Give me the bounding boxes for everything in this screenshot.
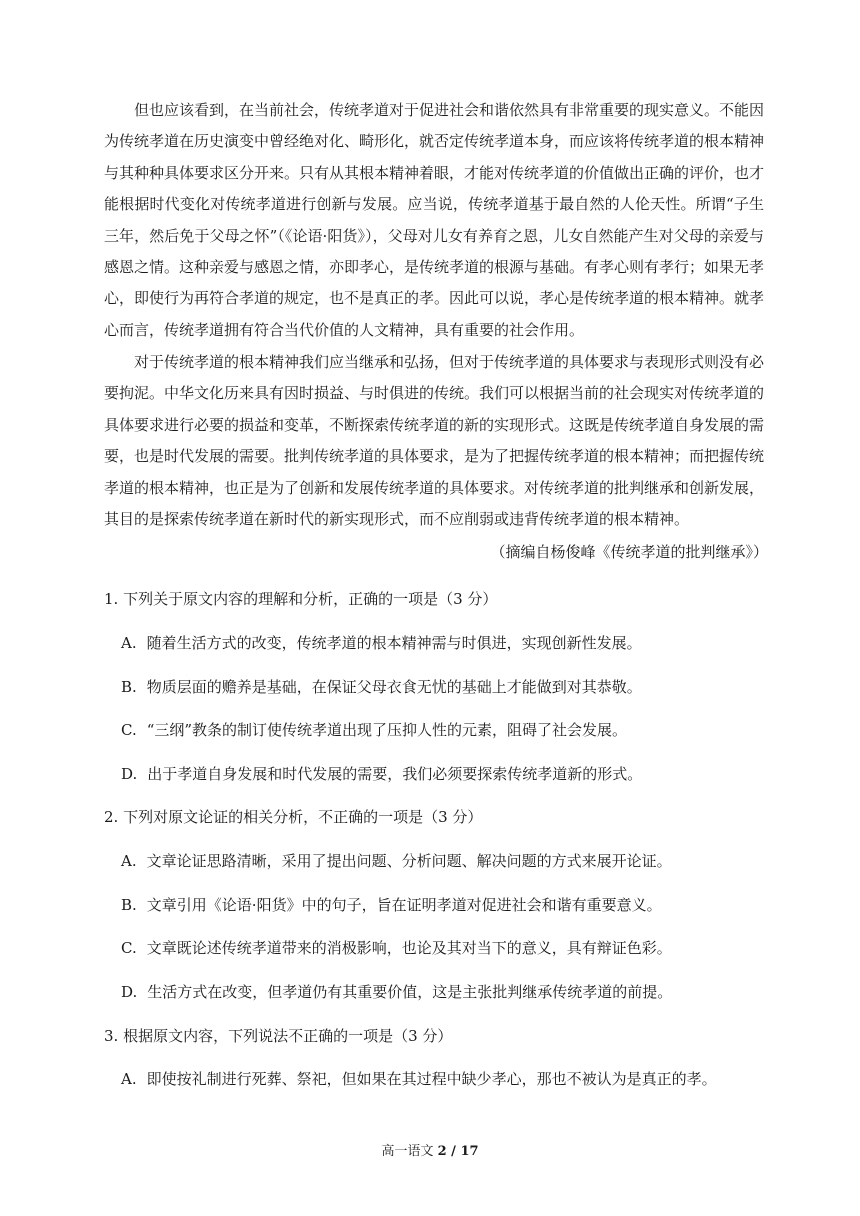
question-1-option-a: A. 随着生活方式的改变，传统孝道的根本精神需与时俱进，实现创新性发展。 (121, 634, 642, 652)
footer-subject: 高一语文 (381, 1144, 438, 1159)
passage-source: （摘编自杨俊峰《传统孝道的批判继承》） (490, 543, 768, 561)
passage-paragraph-1: 但也应该看到，在当前社会，传统孝道对于促进社会和谐依然具有非常重要的现实意义。不能因为传统孝道在历史演变中曾经绝对化、畸形化，就否定传统孝道本身，而应该将传统孝道的根本精神与其种种具体要求区分开来。只有从其根本精神着眼，才能对传统孝道的价值做出正确的评价，也才能根据时代变化对传统孝道进行创新与发展。应当说，传统孝道基于最自然的人伦天性。所谓“子生三年，然后免于父母之怀”（《论语·阳货》），父母对儿女有养育之恩，儿女自然能产生对父母的亲爱与感恩之情。这种亲爱与感恩之情，亦即孝心，是传统孝道的根源与基础。有孝心则有孝行；如果无孝心，即使行为再符合孝道的规定，也不是真正的孝。因此可以说，孝心是传统孝道的根本精神。就孝心而言，传统孝道拥有符合当代价值的人文精神，具有重要的社会作用。 (104, 101, 765, 339)
question-1-option-d: D. 出于孝道自身发展和时代发展的需要，我们必须要探索传统孝道新的形式。 (121, 765, 643, 783)
question-1-option-c: C. “三纲”教条的制订使传统孝道出现了压抑人性的元素，阻碍了社会发展。 (121, 721, 628, 739)
question-2-stem: 2. 下列对原文论证的相关分析，不正确的一项是（3 分） (104, 808, 483, 826)
question-2-option-b: B. 文章引用《论语·阳货》中的句子，旨在证明孝道对促进社会和谐有重要意义。 (121, 896, 662, 914)
page-footer (0, 1140, 860, 1159)
question-2-option-c: C. 文章既论述传统孝道带来的消极影响，也论及其对当下的意义，具有辩证色彩。 (121, 939, 672, 957)
footer-page-number: 2 / 17 (437, 1144, 479, 1159)
question-3-stem: 3. 根据原文内容，下列说法不正确的一项是（3 分） (104, 1027, 453, 1045)
question-3-option-a: A. 即使按礼制进行死葬、祭祀，但如果在其过程中缺少孝心，那也不被认为是真正的孝。 (121, 1070, 717, 1088)
passage-paragraph-2: 对于传统孝道的根本精神我们应当继承和弘扬，但对于传统孝道的具体要求与表现形式则没有必要拘泥。中华文化历来具有因时损益、与时俱进的传统。我们可以根据当前的社会现实对传统孝道的具体要求进行必要的损益和变革，不断探索传统孝道的新的实现形式。这既是传统孝道自身发展的需要，也是时代发展的需要。批判传统孝道的具体要求，是为了把握传统孝道的根本精神；而把握传统孝道的根本精神，也正是为了创新和发展传统孝道的具体要求。对传统孝道的批判继承和创新发展，其目的是探索传统孝道在新时代的新实现形式，而不应削弱或违背传统孝道的根本精神。 (104, 353, 765, 529)
question-2-option-a: A. 文章论证思路清晰，采用了提出问题、分析问题、解决问题的方式来展开论证。 (121, 852, 672, 870)
question-1-option-b: B. 物质层面的赡养是基础，在保证父母衣食无忧的基础上才能做到对其恭敬。 (121, 678, 642, 696)
question-1-stem: 1. 下列关于原文内容的理解和分析，正确的一项是（3 分） (104, 590, 498, 608)
question-2-option-d: D. 生活方式在改变，但孝道仍有其重要价值，这是主张批判继承传统孝道的前提。 (121, 983, 673, 1001)
